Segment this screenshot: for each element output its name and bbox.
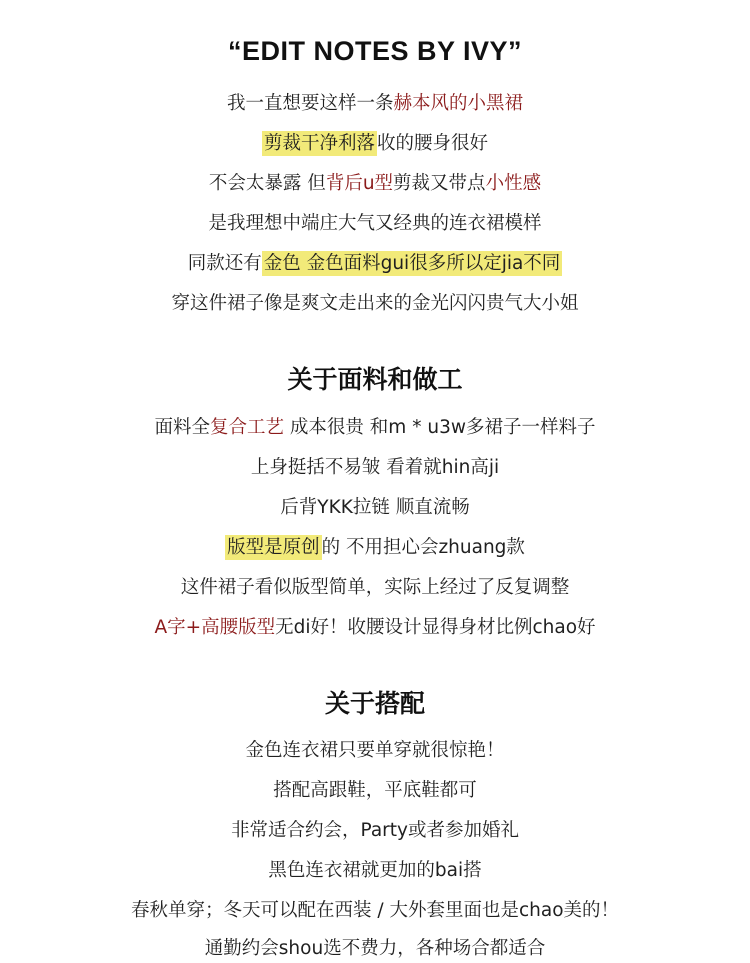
intro-line-3 [0,170,750,198]
intro-line-3-red-2: 小性感 [485,173,542,194]
intro-line-1-red: 赫本风的小黑裙 [393,93,524,114]
intro-line-6 [0,290,750,318]
section-styling-title: 关于搭配 [324,690,425,718]
intro-line-1-text: 我一直想要这样一条 [226,93,394,114]
intro-line-3-text-2: 剪裁又带点 [393,173,486,194]
section-fabric-title: 关于面料和做工 [287,366,463,394]
styling-line-1: 金色连衣裙只要单穿就很惊艳！ [245,740,505,761]
fabric-line-4 [0,534,750,562]
intro-line-3-text-1: 不会太暴露 但 [208,173,326,194]
fabric-line-4-text: 的 不用担心会zhuang款 [321,537,525,558]
intro-line-5-text: 同款还有 [187,253,262,274]
intro-line-6-text: 穿这件裙子像是爽文走出来的金光闪闪贵气大小姐 [171,293,579,314]
fabric-line-1-red: 复合工艺 [210,417,285,438]
fabric-line-4-highlight: 版型是原创 [227,537,320,558]
fabric-line-2 [0,454,750,482]
styling-line-6: 通勤约会shou选不费力，各种场合都适合 [204,938,546,959]
fabric-line-5-text: 这件裙子看似版型简单，实际上经过了反复调整 [180,577,570,598]
fabric-line-3 [0,494,750,522]
fabric-line-6-red: A字+高腰版型 [154,617,276,638]
fabric-line-1-text-1: 面料全 [154,417,211,438]
styling-line-4: 黑色连衣裙就更加的bai搭 [268,860,482,881]
intro-line-5-highlight: 金色 金色面料gui很多所以定jia不同 [263,253,561,274]
intro-line-2-text: 收的腰身很好 [377,133,489,154]
intro-line-1 [0,90,750,118]
fabric-line-5 [0,574,750,602]
styling-line-2: 搭配高跟鞋，平底鞋都可 [273,780,477,801]
fabric-line-6 [0,614,750,642]
styling-line-3: 非常适合约会，Party或者参加婚礼 [231,820,519,841]
fabric-line-3-text: 后背YKK拉链 顺直流畅 [280,497,470,518]
fabric-line-2-text: 上身挺括不易皱 看着就hin高ji [250,457,500,478]
intro-line-5 [0,250,750,278]
intro-line-2 [0,130,750,158]
fabric-line-1-text-2: 成本很贵 和m * u3w多裙子一样料子 [284,417,596,438]
styling-line-5: 春秋单穿；冬天可以配在西装 / 大外套里面也是chao美的！ [130,900,620,921]
intro-line-4 [0,210,750,238]
main-title: “EDIT NOTES BY IVY” [227,36,523,66]
fabric-line-1 [0,414,750,442]
fabric-line-6-text: 无di好！收腰设计显得身材比例chao好 [275,617,596,638]
intro-line-2-highlight: 剪裁干净利落 [263,133,375,154]
intro-line-3-red-1: 背后u型 [325,173,394,194]
intro-line-4-text: 是我理想中端庄大气又经典的连衣裙模样 [208,213,542,234]
